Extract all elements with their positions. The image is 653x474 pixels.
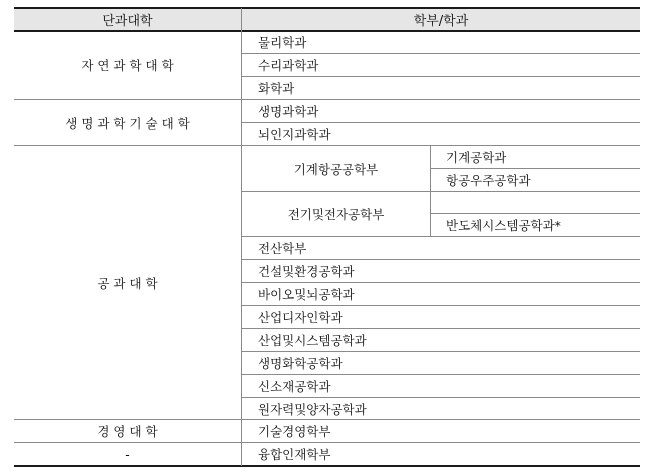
college-engineering: 공 과 대 학 — [97, 275, 158, 291]
college-natural-sciences: 자 연 과 학 대 학 — [81, 58, 174, 73]
dept-chemistry: 화학과 — [258, 81, 295, 96]
dept-convergence: 융합인재학부 — [258, 447, 331, 462]
dept-math: 수리과학과 — [258, 58, 319, 73]
dept-aerospace: 항공우주공학과 — [446, 173, 531, 188]
bottom-border — [14, 465, 640, 467]
dept-tech-management: 기술경영학부 — [258, 424, 331, 439]
subdivision-divider — [430, 145, 431, 236]
dept-biology: 생명과학과 — [258, 104, 319, 119]
dept-physics: 물리학과 — [258, 35, 307, 50]
college-none: - — [125, 446, 130, 462]
dept-materials: 신소재공학과 — [258, 379, 331, 394]
dept-nuclear: 원자력및양자공학과 — [258, 401, 367, 417]
dept-civil: 건설및환경공학과 — [258, 264, 355, 279]
dept-design: 산업디자인학과 — [258, 310, 343, 325]
dept-brain: 뇌인지과학과 — [258, 127, 331, 142]
dept-industrial: 산업및시스템공학과 — [258, 333, 367, 348]
dept-chemical-bio: 생명화학공학과 — [258, 356, 343, 371]
dept-bio-brain: 바이오및뇌공학과 — [258, 287, 355, 302]
dept-computer: 전산학부 — [258, 241, 307, 256]
dept-semiconductor: 반도체시스템공학과* — [446, 218, 561, 233]
college-business: 경 영 대 학 — [97, 424, 158, 439]
subdivision-mechanical-aerospace: 기계항공공학부 — [293, 161, 379, 177]
college-life-sciences: 생 명 과 학 기 술 대 학 — [65, 115, 190, 131]
dept-mechanical: 기계공학과 — [446, 150, 507, 165]
header-college: 단과대학 — [102, 13, 153, 29]
subdivision-electrical: 전기및전자공학부 — [287, 207, 385, 222]
header-department: 학부/학과 — [413, 13, 469, 29]
